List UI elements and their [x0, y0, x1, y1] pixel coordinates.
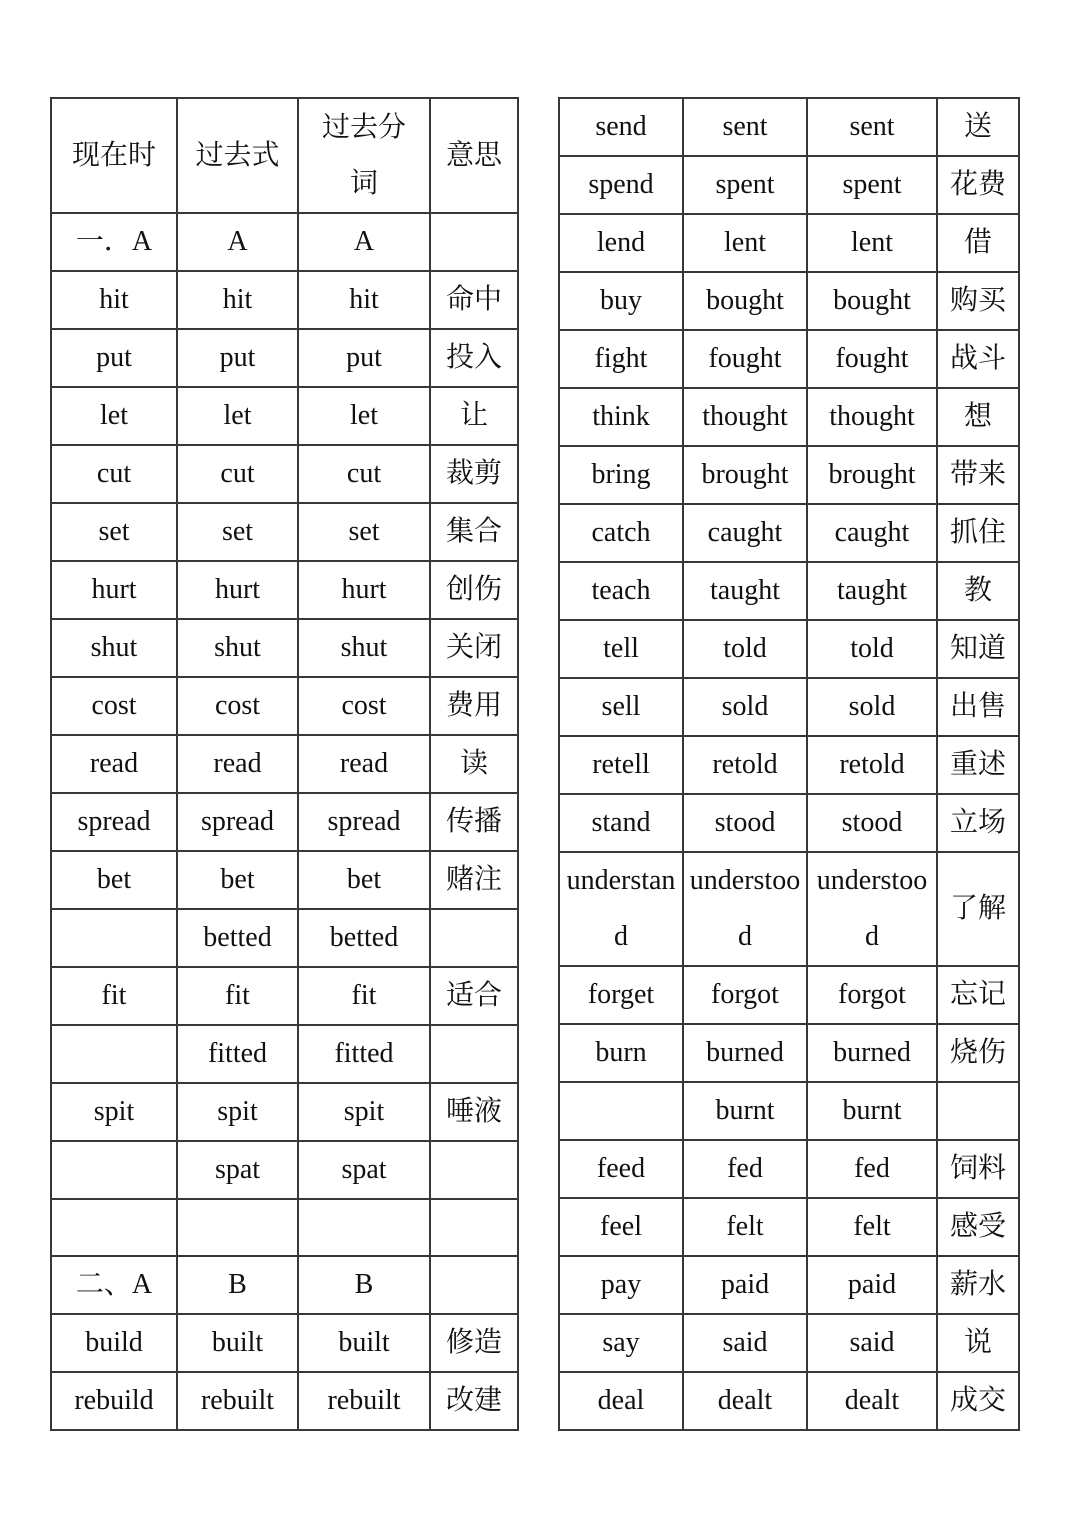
- table-cell: shut: [177, 619, 298, 677]
- table-cell: 战斗: [937, 330, 1019, 388]
- table-cell: 饲料: [937, 1140, 1019, 1198]
- table-cell: retold: [807, 736, 937, 794]
- table-cell: forget: [559, 966, 683, 1024]
- table-row: [51, 1141, 518, 1199]
- table-cell: dealt: [807, 1372, 937, 1430]
- table-row: [559, 620, 1019, 678]
- table-cell: read: [298, 735, 430, 793]
- table-row: [559, 1082, 1019, 1140]
- irregular-verbs-table-right: [558, 97, 1020, 1431]
- table-cell: fit: [298, 967, 430, 1025]
- table-cell: brought: [807, 446, 937, 504]
- table-cell: A: [298, 213, 430, 271]
- table-cell: spent: [683, 156, 807, 214]
- table-cell: 烧伤: [937, 1024, 1019, 1082]
- table-cell: bought: [683, 272, 807, 330]
- table-cell: betted: [298, 909, 430, 967]
- table-cell: 修造: [430, 1314, 518, 1372]
- table-row: [51, 445, 518, 503]
- table-cell: bet: [177, 851, 298, 909]
- table-cell: stood: [807, 794, 937, 852]
- table-row: [559, 446, 1019, 504]
- table-cell: 花费: [937, 156, 1019, 214]
- table-cell: betted: [177, 909, 298, 967]
- table-cell: [430, 909, 518, 967]
- table-cell: spit: [177, 1083, 298, 1141]
- table-cell: bought: [807, 272, 937, 330]
- table-cell: 抓住: [937, 504, 1019, 562]
- table-row: [51, 677, 518, 735]
- table-row: [51, 329, 518, 387]
- table-header: [51, 98, 518, 213]
- table-cell: taught: [807, 562, 937, 620]
- table-cell: burned: [683, 1024, 807, 1082]
- table-cell: 出售: [937, 678, 1019, 736]
- table-body: [51, 213, 518, 1430]
- table-cell: bet: [51, 851, 177, 909]
- table-cell: spit: [51, 1083, 177, 1141]
- table-row: [51, 851, 518, 909]
- table-cell: burnt: [807, 1082, 937, 1140]
- table-cell: 成交: [937, 1372, 1019, 1430]
- table-cell: fed: [807, 1140, 937, 1198]
- table-row: [51, 619, 518, 677]
- table-row: [51, 387, 518, 445]
- table-row: [559, 156, 1019, 214]
- table-cell: 改建: [430, 1372, 518, 1430]
- table-row: [51, 735, 518, 793]
- table-cell: 薪水: [937, 1256, 1019, 1314]
- column-header: 现在时: [51, 98, 177, 213]
- table-body: [559, 98, 1019, 1430]
- column-header: 过去分词: [298, 98, 430, 213]
- table-cell: sold: [683, 678, 807, 736]
- table-cell: 赌注: [430, 851, 518, 909]
- table-cell: 让: [430, 387, 518, 445]
- table-cell: [559, 1082, 683, 1140]
- table-cell: rebuilt: [177, 1372, 298, 1430]
- table-cell: catch: [559, 504, 683, 562]
- table-cell: [51, 1025, 177, 1083]
- table-cell: 适合: [430, 967, 518, 1025]
- table-cell: spend: [559, 156, 683, 214]
- table-cell: cut: [51, 445, 177, 503]
- table-row: [559, 388, 1019, 446]
- table-cell: let: [177, 387, 298, 445]
- table-cell: build: [51, 1314, 177, 1372]
- table-cell: put: [51, 329, 177, 387]
- table-cell: lent: [683, 214, 807, 272]
- table-cell: hit: [298, 271, 430, 329]
- table-row: [559, 504, 1019, 562]
- table-cell: think: [559, 388, 683, 446]
- table-row: [559, 98, 1019, 156]
- table-cell: fit: [177, 967, 298, 1025]
- table-cell: 唾液: [430, 1083, 518, 1141]
- table-cell: 一．A: [51, 213, 177, 271]
- table-cell: [298, 1199, 430, 1256]
- table-cell: feel: [559, 1198, 683, 1256]
- table-cell: cut: [298, 445, 430, 503]
- table-cell: understood: [807, 852, 937, 966]
- table-cell: fight: [559, 330, 683, 388]
- table-row: [559, 330, 1019, 388]
- table-cell: rebuilt: [298, 1372, 430, 1430]
- table-cell: set: [298, 503, 430, 561]
- table-cell: shut: [51, 619, 177, 677]
- table-cell: cost: [51, 677, 177, 735]
- table-cell: hurt: [298, 561, 430, 619]
- table-cell: 知道: [937, 620, 1019, 678]
- table-cell: lent: [807, 214, 937, 272]
- table-cell: 关闭: [430, 619, 518, 677]
- table-row: [51, 1372, 518, 1430]
- table-cell: 带来: [937, 446, 1019, 504]
- irregular-verbs-table-left: [50, 97, 519, 1431]
- table-cell: 集合: [430, 503, 518, 561]
- table-row: [559, 1198, 1019, 1256]
- table-cell: retell: [559, 736, 683, 794]
- table-cell: spread: [51, 793, 177, 851]
- table-cell: stood: [683, 794, 807, 852]
- table-cell: said: [683, 1314, 807, 1372]
- table-row: [559, 1140, 1019, 1198]
- table-cell: stand: [559, 794, 683, 852]
- table-cell: forgot: [683, 966, 807, 1024]
- table-row: [559, 736, 1019, 794]
- table-cell: sent: [683, 98, 807, 156]
- table-cell: let: [51, 387, 177, 445]
- table-cell: 重述: [937, 736, 1019, 794]
- table-row: [559, 1024, 1019, 1082]
- table-cell: set: [51, 503, 177, 561]
- table-cell: understood: [683, 852, 807, 966]
- table-cell: A: [177, 213, 298, 271]
- section-row: [51, 1256, 518, 1314]
- table-cell: hit: [51, 271, 177, 329]
- table-row: [51, 909, 518, 967]
- table-row: [51, 1199, 518, 1256]
- table-cell: 命中: [430, 271, 518, 329]
- table-cell: felt: [683, 1198, 807, 1256]
- table-cell: 立场: [937, 794, 1019, 852]
- table-cell: B: [177, 1256, 298, 1314]
- table-cell: 读: [430, 735, 518, 793]
- table-cell: forgot: [807, 966, 937, 1024]
- table-cell: B: [298, 1256, 430, 1314]
- table-row: [559, 272, 1019, 330]
- table-row: [51, 271, 518, 329]
- table-cell: fitted: [177, 1025, 298, 1083]
- table-cell: thought: [807, 388, 937, 446]
- table-cell: said: [807, 1314, 937, 1372]
- table-cell: hurt: [51, 561, 177, 619]
- table-cell: built: [298, 1314, 430, 1372]
- table-cell: say: [559, 1314, 683, 1372]
- table-cell: sell: [559, 678, 683, 736]
- section-row: [51, 213, 518, 271]
- table-cell: paid: [683, 1256, 807, 1314]
- table-cell: read: [177, 735, 298, 793]
- table-cell: caught: [683, 504, 807, 562]
- table-cell: burned: [807, 1024, 937, 1082]
- table-cell: bet: [298, 851, 430, 909]
- table-cell: 忘记: [937, 966, 1019, 1024]
- table-cell: shut: [298, 619, 430, 677]
- table-row: [559, 1314, 1019, 1372]
- table-cell: sold: [807, 678, 937, 736]
- table-cell: pay: [559, 1256, 683, 1314]
- table-row: [559, 852, 1019, 966]
- column-header: 过去式: [177, 98, 298, 213]
- table-cell: thought: [683, 388, 807, 446]
- table-cell: 借: [937, 214, 1019, 272]
- table-cell: 创伤: [430, 561, 518, 619]
- table-cell: fought: [683, 330, 807, 388]
- table-cell: told: [683, 620, 807, 678]
- table-cell: [51, 1141, 177, 1199]
- table-cell: fed: [683, 1140, 807, 1198]
- table-cell: set: [177, 503, 298, 561]
- table-cell: burnt: [683, 1082, 807, 1140]
- table-cell: 说: [937, 1314, 1019, 1372]
- table-cell: deal: [559, 1372, 683, 1430]
- column-header: 意思: [430, 98, 518, 213]
- table-cell: 购买: [937, 272, 1019, 330]
- table-cell: [51, 1199, 177, 1256]
- table-row: [559, 1372, 1019, 1430]
- table-row: [51, 1025, 518, 1083]
- table-row: [559, 678, 1019, 736]
- table-cell: 想: [937, 388, 1019, 446]
- table-cell: let: [298, 387, 430, 445]
- table-cell: paid: [807, 1256, 937, 1314]
- header-row: [51, 98, 518, 213]
- table-cell: 费用: [430, 677, 518, 735]
- table-cell: cost: [177, 677, 298, 735]
- table-cell: spat: [177, 1141, 298, 1199]
- table-row: [51, 967, 518, 1025]
- table-cell: brought: [683, 446, 807, 504]
- table-cell: hit: [177, 271, 298, 329]
- table-cell: [937, 1082, 1019, 1140]
- table-row: [559, 1256, 1019, 1314]
- table-cell: teach: [559, 562, 683, 620]
- table-row: [51, 503, 518, 561]
- table-row: [559, 214, 1019, 272]
- table-cell: sent: [807, 98, 937, 156]
- table-cell: taught: [683, 562, 807, 620]
- table-cell: cut: [177, 445, 298, 503]
- table-cell: spread: [298, 793, 430, 851]
- table-cell: spit: [298, 1083, 430, 1141]
- table-cell: burn: [559, 1024, 683, 1082]
- table-cell: 教: [937, 562, 1019, 620]
- table-cell: rebuild: [51, 1372, 177, 1430]
- table-cell: 二、A: [51, 1256, 177, 1314]
- table-cell: 裁剪: [430, 445, 518, 503]
- table-cell: put: [177, 329, 298, 387]
- table-row: [559, 562, 1019, 620]
- table-cell: understand: [559, 852, 683, 966]
- table-cell: tell: [559, 620, 683, 678]
- table-cell: [430, 1025, 518, 1083]
- table-cell: feed: [559, 1140, 683, 1198]
- table-cell: told: [807, 620, 937, 678]
- table-cell: spent: [807, 156, 937, 214]
- table-cell: read: [51, 735, 177, 793]
- table-cell: 送: [937, 98, 1019, 156]
- table-cell: fought: [807, 330, 937, 388]
- table-cell: 感受: [937, 1198, 1019, 1256]
- table-cell: [51, 909, 177, 967]
- table-cell: put: [298, 329, 430, 387]
- table-row: [559, 966, 1019, 1024]
- table-cell: 投入: [430, 329, 518, 387]
- table-cell: spread: [177, 793, 298, 851]
- table-cell: [430, 1141, 518, 1199]
- table-cell: [177, 1199, 298, 1256]
- table-cell: fitted: [298, 1025, 430, 1083]
- table-cell: spat: [298, 1141, 430, 1199]
- table-cell: 了解: [937, 852, 1019, 966]
- table-cell: buy: [559, 272, 683, 330]
- table-cell: dealt: [683, 1372, 807, 1430]
- table-cell: felt: [807, 1198, 937, 1256]
- table-row: [51, 1083, 518, 1141]
- table-cell: built: [177, 1314, 298, 1372]
- table-cell: bring: [559, 446, 683, 504]
- table-cell: hurt: [177, 561, 298, 619]
- table-cell: retold: [683, 736, 807, 794]
- table-cell: 传播: [430, 793, 518, 851]
- table-cell: caught: [807, 504, 937, 562]
- table-row: [51, 793, 518, 851]
- table-cell: [430, 1256, 518, 1314]
- table-cell: cost: [298, 677, 430, 735]
- table-row: [559, 794, 1019, 852]
- table-cell: [430, 213, 518, 271]
- table-cell: [430, 1199, 518, 1256]
- table-row: [51, 561, 518, 619]
- table-row: [51, 1314, 518, 1372]
- table-cell: fit: [51, 967, 177, 1025]
- table-cell: send: [559, 98, 683, 156]
- table-cell: lend: [559, 214, 683, 272]
